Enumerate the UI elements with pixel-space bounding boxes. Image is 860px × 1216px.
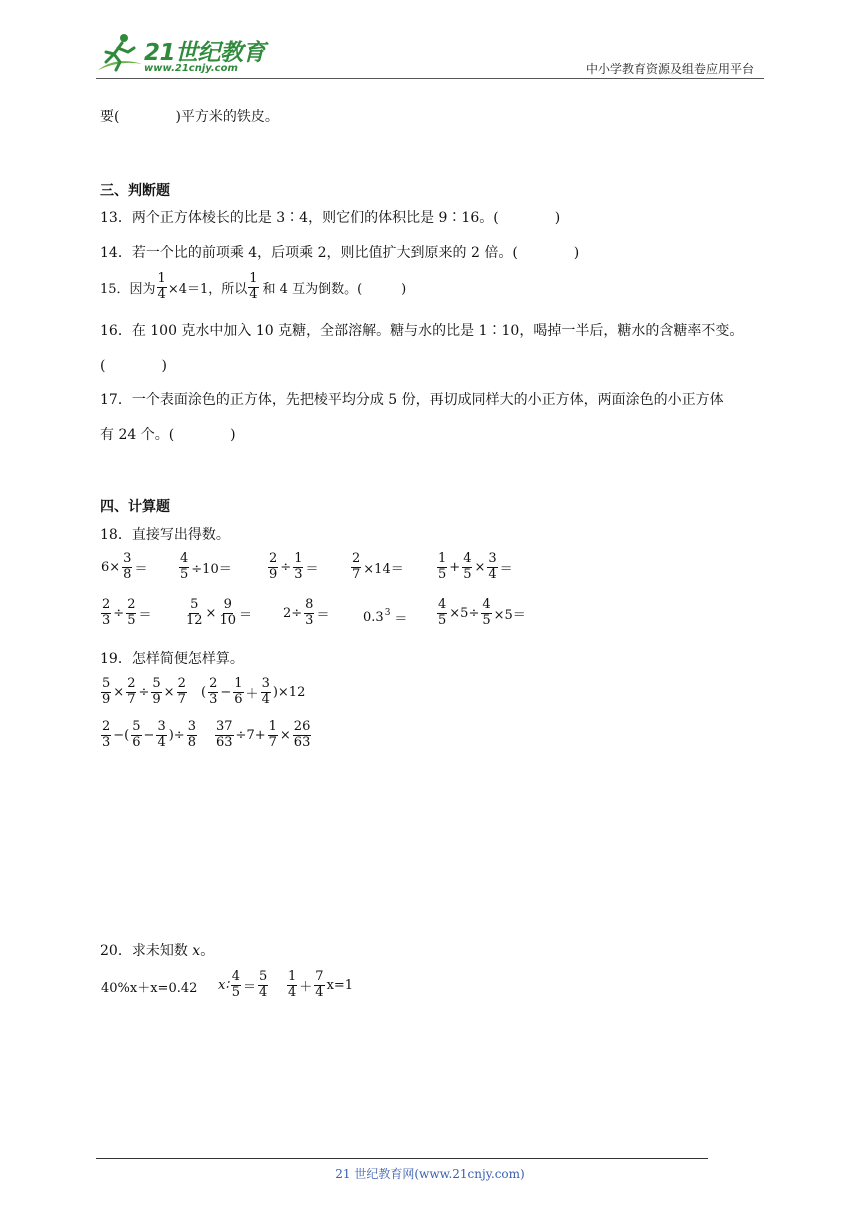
runner-logo-icon bbox=[96, 30, 144, 76]
q15-prefix: 15．因为 bbox=[100, 281, 156, 297]
question-16-line2: ( ) bbox=[100, 358, 167, 374]
q19-expr-4: $\frac{37}{63}$ ÷7+ $\frac{1}{7}$ × $\frac{26}{63}$ bbox=[216, 719, 311, 750]
fraction-one-quarter: 1 4 bbox=[249, 271, 258, 302]
q18-expr-3: $\frac{2}{9}$ ÷ $\frac{1}{3}$ ＝ bbox=[269, 551, 319, 582]
question-17-line1: 17．一个表面涂色的正方体，先把棱平均分成 5 份，再切成同样大的小正方体，两面涂色的小正方体 bbox=[100, 392, 724, 408]
footer-site-link[interactable]: 21 世纪教育网(www.21cnjy.com) bbox=[335, 1167, 525, 1181]
q18-expr-7: $\frac{5}{12}$ × $\frac{9}{10}$ ＝ bbox=[186, 597, 253, 628]
footer-divider bbox=[96, 1158, 708, 1159]
q18-expr-10: $\frac{4}{5}$ ×5÷ $\frac{4}{5}$ ×5＝ bbox=[438, 597, 526, 628]
carryover-text: 要( )平方米的铁皮。 bbox=[100, 109, 279, 125]
question-14: 14．若一个比的前项乘 4，后项乘 2，则比值扩大到原来的 2 倍。( ) bbox=[100, 245, 580, 261]
question-13: 13．两个正方体棱长的比是 3∶4，则它们的体积比是 9∶16。( ) bbox=[100, 210, 561, 226]
logo-url: www.21cnjy.com bbox=[144, 63, 238, 74]
question-20: 20．求未知数 x。 bbox=[100, 943, 215, 959]
q19-expr-1: $\frac{5}{9}$ × $\frac{2}{7}$ ÷ $\frac{5}{9}$ × $\frac{2}{7}$ bbox=[102, 676, 186, 707]
question-16-line1: 16．在 100 克水中加入 10 克糖，全部溶解。糖与水的比是 1∶10，喝掉一半后，糖水的含糖率不变。 bbox=[100, 323, 744, 339]
fraction-one-quarter: $\frac{1}{4}$ bbox=[157, 271, 166, 302]
q20-expr-1: 40%x＋x=0.42 bbox=[101, 981, 198, 996]
q18-expr-6: $\frac{2}{3}$ ÷ $\frac{2}{5}$ ＝ bbox=[102, 597, 152, 628]
header-platform-text: 中小学教育资源及组卷应用平台 bbox=[585, 62, 754, 76]
question-15 bbox=[100, 272, 406, 303]
q15-suffix: 和 4 互为倒数。( ) bbox=[262, 281, 407, 297]
section-title-judgement: 三、判断题 bbox=[100, 183, 170, 199]
q18-expr-4: $\frac{2}{7}$ ×14＝ bbox=[352, 551, 404, 582]
question-19: 19．怎样简便怎样算。 bbox=[100, 651, 244, 667]
question-17-line2: 有 24 个。( ) bbox=[100, 427, 236, 443]
header-divider bbox=[96, 78, 764, 79]
q18-expr-5: 1 5 + $\frac{4}{5}$ × $\frac{3}{4}$ ＝ bbox=[438, 551, 513, 582]
q19-expr-2: ( 2 3 − $\frac{1}{6}$ ＋ 3 4 )×12 bbox=[201, 676, 306, 707]
q20-expr-3: 1 4 ＋ 7 4 x=1 bbox=[288, 969, 354, 1000]
section-title-calculation: 四、计算题 bbox=[100, 499, 170, 515]
site-logo bbox=[96, 30, 266, 78]
logo-text: 21世纪教育 bbox=[144, 40, 266, 66]
q15-middle: ×4＝1，所以 bbox=[167, 281, 248, 297]
q19-expr-3: 2 3 −( 5 6 − $\frac{3}{4}$ )÷ $\frac{3}{8}$ bbox=[102, 719, 196, 750]
q20-expr-2: x∶ 4 5 ＝ 5 4 bbox=[218, 969, 268, 1000]
question-18: 18．直接写出得数。 bbox=[100, 527, 230, 543]
q18-expr-8: 2÷ $\frac{8}{3}$ ＝ bbox=[283, 597, 330, 628]
q18-expr-1: 6× $\frac{3}{8}$ ＝ bbox=[101, 551, 148, 582]
q18-expr-2: $\frac{4}{5}$ ÷10＝ bbox=[180, 551, 232, 582]
q18-expr-9: 0.3 $^3$ ＝ bbox=[363, 607, 408, 627]
